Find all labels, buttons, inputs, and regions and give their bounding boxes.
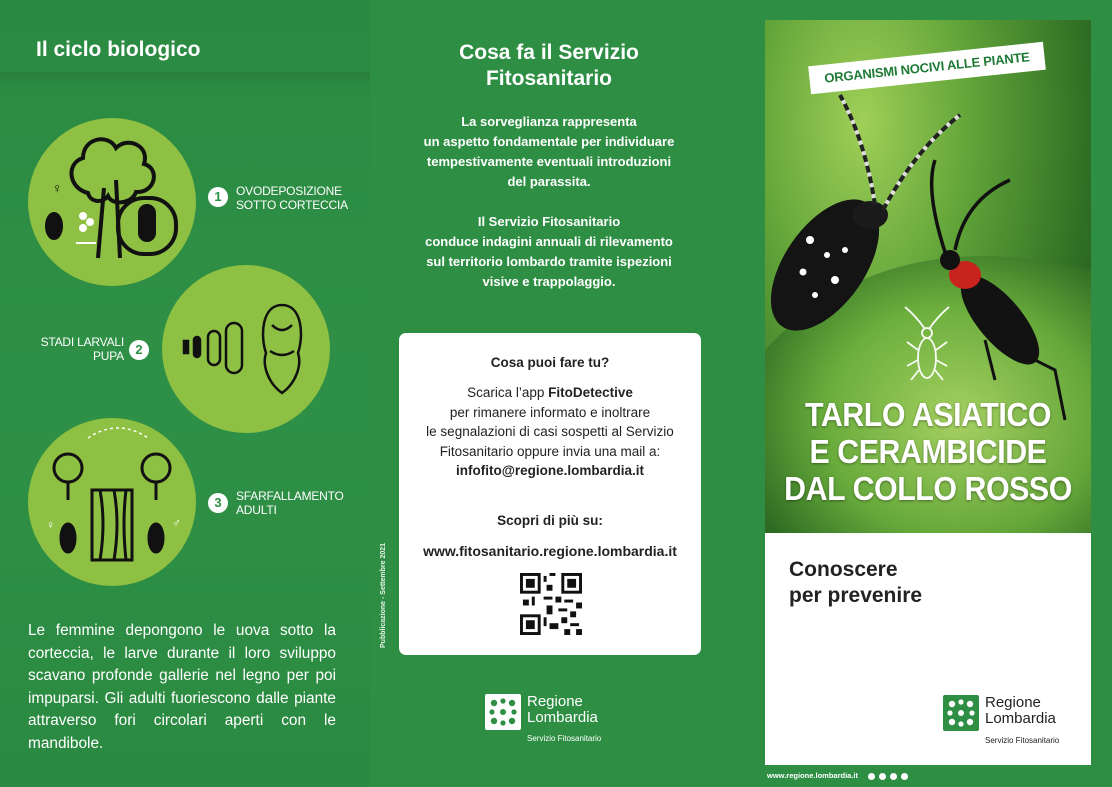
twitter-icon[interactable] bbox=[879, 773, 886, 780]
logo-text-line1: Regione bbox=[527, 693, 583, 710]
section-title: Il ciclo biologico bbox=[36, 38, 201, 61]
qr-code[interactable] bbox=[520, 573, 582, 635]
instagram-icon[interactable] bbox=[890, 773, 897, 780]
section-title-line2: Fitosanitario bbox=[485, 67, 612, 90]
cover-subtitle bbox=[789, 557, 1049, 609]
logo-text-line2: Lombardia bbox=[985, 710, 1056, 727]
adult-emergence-illustration bbox=[28, 418, 196, 586]
section-title-line1: Cosa fa il Servizio bbox=[459, 41, 639, 64]
stage-1-label bbox=[236, 184, 348, 212]
male-icon: ♂ bbox=[172, 516, 181, 530]
cover-footer bbox=[767, 771, 908, 780]
card-line: le segnalazioni di casi sospetti al Servizio bbox=[426, 424, 674, 439]
larva-pupa-illustration bbox=[162, 265, 330, 433]
logo-subtitle: Servizio Fitosanitario bbox=[527, 734, 602, 743]
logo-text-line1: Regione bbox=[985, 694, 1041, 711]
website-link[interactable]: www.regione.lombardia.it bbox=[767, 771, 858, 780]
social-icons bbox=[866, 771, 908, 780]
website-link[interactable]: www.fitosanitario.regione.lombardia.it bbox=[423, 543, 677, 559]
cover-panel bbox=[760, 0, 1112, 787]
beetle-photo bbox=[765, 20, 1091, 533]
regione-logo-icon bbox=[485, 694, 521, 730]
stage-3-label bbox=[236, 489, 344, 517]
cover-subtitle-line1: Conoscere bbox=[789, 558, 898, 581]
stage-2-label-line2: PUPA bbox=[93, 349, 124, 363]
app-name: FitoDetective bbox=[548, 385, 633, 400]
text-line: un aspetto fondamentale per individuare bbox=[423, 134, 675, 149]
logo-subtitle: Servizio Fitosanitario bbox=[985, 736, 1060, 745]
stage-3-label-line1: SFARFALLAMENTO bbox=[236, 489, 344, 503]
text-line: conduce indagini annuali di rilevamento bbox=[425, 234, 673, 249]
card-line-app-prefix: Scarica l’app bbox=[467, 385, 549, 400]
cover-subtitle-line2: per prevenire bbox=[789, 584, 923, 607]
stage-1-circle bbox=[28, 118, 196, 286]
cover-title bbox=[778, 396, 1078, 507]
stage-3-circle bbox=[28, 418, 196, 586]
info-card bbox=[399, 333, 701, 655]
tree-egg-illustration bbox=[28, 118, 196, 286]
stage-1-number: 1 bbox=[208, 187, 228, 207]
text-line: del parassita. bbox=[507, 174, 591, 189]
linkedin-icon[interactable] bbox=[901, 773, 908, 780]
regione-logo-icon bbox=[943, 695, 979, 731]
card-heading: Cosa puoi fare tu? bbox=[490, 355, 610, 370]
middle-panel bbox=[370, 0, 760, 787]
logo-text-line2: Lombardia bbox=[527, 709, 598, 726]
stage-1-label-line2: SOTTO CORTECCIA bbox=[236, 198, 348, 212]
cover-title-line2: E CERAMBICIDE bbox=[809, 433, 1047, 470]
email-link[interactable]: infofito@regione.lombardia.it bbox=[456, 463, 644, 478]
stage-2-label-line1: STADI LARVALI bbox=[40, 335, 124, 349]
stage-2-circle bbox=[162, 265, 330, 433]
card-body bbox=[399, 383, 701, 481]
left-panel bbox=[0, 0, 370, 787]
more-info-heading: Scopri di più su: bbox=[497, 513, 603, 528]
female-icon: ♀ bbox=[52, 180, 63, 196]
card-line-app bbox=[399, 383, 701, 403]
stage-2-label bbox=[30, 335, 124, 363]
text-line: Il Servizio Fitosanitario bbox=[477, 214, 621, 229]
life-cycle-description: Le femmine depongono le uova sotto la corteccia, le larve durante il loro sviluppo scavano profonde gallerie nel legno per poi impuparsi. Gli adulti fuoriescono dalle piante attraverso fori circolari aperti con le mandibole. bbox=[28, 622, 336, 752]
service-paragraph bbox=[370, 212, 728, 292]
stage-3-label-line2: ADULTI bbox=[236, 503, 277, 517]
publication-date: Pubblicazione - Settembre 2021 bbox=[380, 542, 387, 648]
title-band bbox=[0, 72, 370, 86]
text-line: La sorveglianza rappresenta bbox=[461, 114, 637, 129]
text-line: tempestivamente eventuali introduzioni bbox=[426, 154, 672, 169]
stage-3-number: 3 bbox=[208, 493, 228, 513]
rosa-camuna-icon bbox=[943, 695, 979, 731]
card-line: per rimanere informato e inoltrare bbox=[449, 404, 651, 420]
cover-title-line3: DAL COLLO ROSSO bbox=[784, 470, 1072, 507]
female-icon: ♀ bbox=[46, 518, 55, 532]
category-banner: ORGANISMI NOCIVI ALLE PIANTE bbox=[808, 42, 1046, 95]
section-title bbox=[370, 40, 728, 92]
cover-page bbox=[765, 20, 1091, 765]
stage-2-number: 2 bbox=[129, 340, 149, 360]
surveillance-paragraph bbox=[370, 112, 728, 192]
rosa-camuna-icon bbox=[485, 694, 521, 730]
card-line: Fitosanitario oppure invia una mail a: bbox=[439, 443, 661, 459]
text-line: visive e trappolaggio. bbox=[482, 274, 616, 289]
stage-1-label-line1: OVODEPOSIZIONE bbox=[236, 184, 342, 198]
text-line: sul territorio lombardo tramite ispezioni bbox=[426, 254, 672, 269]
cover-title-line1: TARLO ASIATICO bbox=[805, 396, 1051, 433]
facebook-icon[interactable] bbox=[868, 773, 875, 780]
